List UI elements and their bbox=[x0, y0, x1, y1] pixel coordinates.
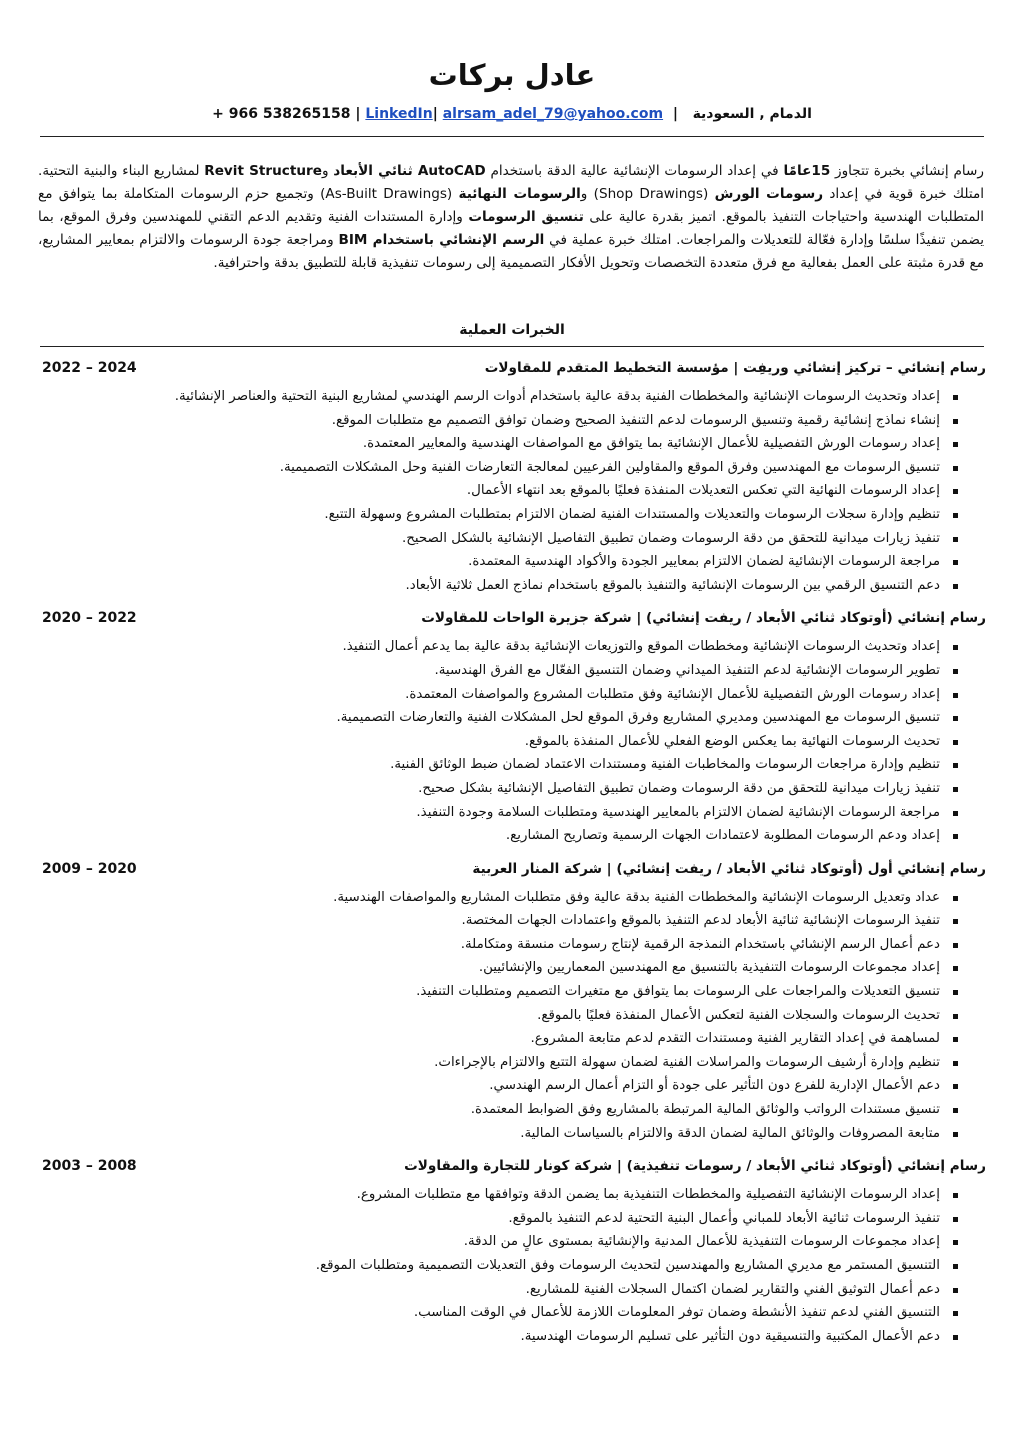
responsibility-item: إعداد وتحديث الرسومات الإنشائية والمخططات الفنية بدقة عالية باستخدام أدوات الرسم الهندسي لمشاريع البنية التحتية والعناصر الإنشائية. bbox=[40, 385, 958, 409]
responsibility-item: تنسيق التعديلات والمراجعات على الرسومات بما يتوافق مع متغيرات التصميم ومتطلبات التنفيذ. bbox=[40, 980, 958, 1004]
responsibility-item: لمساهمة في إعداد التقارير الفنية ومستندات التقدم لدعم متابعة المشروع. bbox=[40, 1027, 958, 1051]
professional-summary bbox=[38, 160, 984, 275]
job-header bbox=[40, 355, 986, 381]
job-title: رسام إنشائي (أوتوكاد ثنائي الأبعاد / ريفت إنشائي) | شركة جزيرة الواحات للمقاولات bbox=[421, 610, 986, 627]
responsibility-item: تنسيق مستندات الرواتب والوثائق المالية المرتبطة بالمشاريع وفق الضوابط المعتمدة. bbox=[40, 1098, 958, 1122]
responsibility-item: تحديث الرسومات النهائية بما يعكس الوضع الفعلي للأعمال المنفذة بالموقع. bbox=[40, 730, 958, 754]
responsibility-item: التنسيق المستمر مع مديري المشاريع والمهندسين لتحديث الرسومات وفق التعديلات التصميمية ومتطلبات الموقع. bbox=[40, 1254, 958, 1278]
summary-text: رسام إنشائي بخبرة تتجاوز bbox=[830, 163, 984, 179]
responsibility-item: تطوير الرسومات الإنشائية لدعم التنفيذ الميداني وضمان التنسيق الفعّال مع الفرق الهندسية. bbox=[40, 659, 958, 683]
responsibility-item: تحديث الرسومات والسجلات الفنية لتعكس الأعمال المنفذة فعليًا بالموقع. bbox=[40, 1004, 958, 1028]
responsibility-item: إعداد رسومات الورش التفصيلية للأعمال الإنشائية وفق متطلبات المشروع والمواصفات المعتمدة. bbox=[40, 683, 958, 707]
summary-text: (As-Built Drawings) وتجميع حزم الرسومات المتكاملة بما يتوافق مع المتطلبات الهندسية واحتياجات التنفيذ بالموقع. اتميز بقدرة عالية على bbox=[38, 186, 984, 225]
responsibility-item: عداد وتعديل الرسومات الإنشائية والمخططات الفنية بدقة عالية وفق متطلبات المشاريع والمواصفات الهندسية. bbox=[40, 886, 958, 910]
responsibility-item: التنسيق الفني لدعم تنفيذ الأنشطة وضمان توفر المعلومات اللازمة للأعمال في الوقت المناسب. bbox=[40, 1301, 958, 1325]
job-dates: 2003 – 2008 bbox=[42, 1158, 137, 1175]
responsibility-item: دعم أعمال الرسم الإنشائي باستخدام النمذجة الرقمية لإنتاج رسومات منسقة ومتكاملة. bbox=[40, 933, 958, 957]
header-divider bbox=[40, 136, 984, 137]
job-header bbox=[40, 856, 986, 882]
responsibility-item: تنفيذ الرسومات ثنائية الأبعاد للمباني وأعمال البنية التحتية لدعم التنفيذ بالموقع. bbox=[40, 1207, 958, 1231]
job-title: رسام إنشائي – تركيز إنشائي وريفِت | مؤسسة التخطيط المتقدم للمقاولات bbox=[484, 360, 986, 376]
responsibility-item: متابعة المصروفات والوثائق المالية لضمان الدقة والالتزام بالسياسات المالية. bbox=[40, 1122, 958, 1146]
job-dates: 2020 – 2022 bbox=[42, 610, 137, 627]
email-link[interactable]: alrsam_adel_79@yahoo.com bbox=[442, 106, 664, 122]
summary-text: وإدارة المستندات الفنية وتقديم الدعم التقني للمهندسين وفرق الموقع، بما يضمن تنفيذًا سلسًا وإدارة فعّالة للتعديلات والمراجعات. امتلك خبرة عملية في bbox=[38, 209, 985, 248]
job-dates: 2009 – 2020 bbox=[42, 860, 137, 877]
responsibility-item: إعداد مجموعات الرسومات التنفيذية بالتنسيق مع المهندسين المعماريين والإنشائيين. bbox=[40, 956, 958, 980]
job-responsibilities bbox=[40, 385, 986, 597]
responsibility-item: دعم أعمال التوثيق الفني والتقارير لضمان اكتمال السجلات الفنية للمشاريع. bbox=[40, 1278, 958, 1302]
responsibility-item: إعداد وتحديث الرسومات الإنشائية ومخططات الموقع والتوزيعات الإنشائية بدقة عالية بما يدعم أعمال التنفيذ. bbox=[40, 635, 958, 659]
job-entry bbox=[40, 355, 986, 597]
responsibility-item: تنظيم وإدارة مراجعات الرسومات والمخاطبات الفنية ومستندات الاعتماد لضمان ضبط الوثائق الفنية. bbox=[40, 753, 958, 777]
summary-highlight: الرسم الإنشائي باستخدام BIM bbox=[338, 232, 545, 248]
summary-text: و bbox=[321, 163, 334, 179]
job-responsibilities bbox=[40, 1183, 986, 1348]
location: الدمام , السعودية bbox=[692, 106, 812, 122]
summary-highlight: تنسيق الرسومات bbox=[468, 209, 584, 225]
summary-text: ومراجعة جودة الرسومات والالتزام بمعايير المشاريع، مع قدرة مثبتة على العمل بفعالية مع فرق متعددة التخصصات وتحويل الأفكار التصميمية إلى رسومات تنفيذية قابلة للتطبيق بدقة واحترافية. bbox=[38, 232, 984, 271]
responsibility-item: دعم الأعمال الإدارية للفرع دون التأثير على جودة أو التزام أعمال الرسم الهندسي. bbox=[40, 1074, 958, 1098]
responsibility-item: تنظيم وإدارة سجلات الرسومات والتعديلات والمستندات الفنية لضمان الالتزام بمتطلبات المشروع وسهولة التتبع. bbox=[40, 503, 958, 527]
job-title: رسام إنشائي (أوتوكاد ثنائي الأبعاد / رسومات تنفيذية) | شركة كونار للتجارة والمقاولات bbox=[404, 1158, 986, 1175]
experience-list bbox=[40, 355, 986, 1356]
responsibility-item: تنفيذ زيارات ميدانية للتحقق من دقة الرسومات وضمان تطبيق التفاصيل الإنشائية بالشكل الصحيح. bbox=[40, 527, 958, 551]
job-dates: 2022 – 2024 bbox=[42, 360, 137, 376]
job-header bbox=[40, 605, 986, 631]
summary-highlight: رسومات الورش bbox=[714, 186, 824, 202]
responsibility-item: إنشاء نماذج إنشائية رقمية وتنسيق الرسومات لدعم التنفيذ الصحيح وضمان توافق التصميم مع متطلبات الموقع. bbox=[40, 409, 958, 433]
responsibility-item: تنظيم وإدارة أرشيف الرسومات والمراسلات الفنية لضمان سهولة التتبع والالتزام بالإجراءات. bbox=[40, 1051, 958, 1075]
contact-line: الدمام , السعودية | LinkedIn| alrsam_adel_79@yahoo.com | + 966 538265158 bbox=[212, 106, 812, 122]
summary-text: (Shop Drawings) و bbox=[580, 186, 715, 202]
experience-heading: الخبرات العملية bbox=[459, 322, 565, 338]
responsibility-item: إعداد رسومات الورش التفصيلية للأعمال الإنشائية بما يتوافق مع المواصفات الهندسية والمعايير المعتمدة. bbox=[40, 432, 958, 456]
job-entry bbox=[40, 1153, 986, 1348]
responsibility-item: مراجعة الرسومات الإنشائية لضمان الالتزام بمعايير الجودة والأكواد الهندسية المعتمدة. bbox=[40, 550, 958, 574]
responsibility-item: إعداد الرسومات الإنشائية التفصيلية والمخططات التنفيذية بما يضمن الدقة وتوافقها مع متطلبات المشروع. bbox=[40, 1183, 958, 1207]
responsibility-item: تنفيذ زيارات ميدانية للتحقق من دقة الرسومات وضمان تطبيق التفاصيل الإنشائية بشكل صحيح. bbox=[40, 777, 958, 801]
phone-number: + 966 538265158 bbox=[212, 106, 351, 122]
summary-text: لمشاريع البناء والبنية التحتية. امتلك خبرة قوية في إعداد bbox=[38, 163, 985, 202]
summary-highlight: 15عامًا bbox=[783, 163, 831, 179]
responsibility-item: مراجعة الرسومات الإنشائية لضمان الالتزام بالمعايير الهندسية ومتطلبات السلامة وجودة التنفيذ. bbox=[40, 801, 958, 825]
job-responsibilities bbox=[40, 635, 986, 847]
responsibility-item: إعداد مجموعات الرسومات التنفيذية للأعمال المدنية والإنشائية بمستوى عالٍ من الدقة. bbox=[40, 1230, 958, 1254]
summary-highlight: AutoCAD ثنائي الأبعاد bbox=[333, 163, 486, 179]
summary-text: في إعداد الرسومات الإنشائية عالية الدقة باستخدام bbox=[485, 163, 784, 179]
job-entry bbox=[40, 605, 986, 847]
job-responsibilities bbox=[40, 886, 986, 1146]
responsibility-item: إعداد الرسومات النهائية التي تعكس التعديلات المنفذة فعليًا بالموقع بعد انتهاء الأعمال. bbox=[40, 479, 958, 503]
linkedin-link[interactable]: LinkedIn bbox=[365, 106, 433, 122]
job-header bbox=[40, 1153, 986, 1179]
responsibility-item: دعم الأعمال المكتبية والتنسيقية دون التأثير على تسليم الرسومات الهندسية. bbox=[40, 1325, 958, 1349]
candidate-name: عادل بركات bbox=[428, 58, 596, 92]
responsibility-item: تنفيذ الرسومات الإنشائية ثنائية الأبعاد لدعم التنفيذ بالموقع واعتمادات الجهات المختصة. bbox=[40, 909, 958, 933]
summary-highlight: الرسومات النهائية bbox=[458, 186, 581, 202]
responsibility-item: دعم التنسيق الرقمي بين الرسومات الإنشائية والتنفيذ بالموقع باستخدام نماذج العمل ثلاثية الأبعاد. bbox=[40, 574, 958, 598]
responsibility-item: إعداد ودعم الرسومات المطلوبة لاعتمادات الجهات الرسمية وتصاريح المشاريع. bbox=[40, 824, 958, 848]
job-title: رسام إنشائي أول (أوتوكاد ثنائي الأبعاد / ريفت إنشائي) | شركة المنار العربية bbox=[472, 860, 986, 877]
summary-highlight: Revit Structure bbox=[204, 163, 322, 179]
responsibility-item: تنسيق الرسومات مع المهندسين ومديري المشاريع وفرق الموقع لحل المشكلات الفنية والتعارضات التصميمية. bbox=[40, 706, 958, 730]
job-entry bbox=[40, 856, 986, 1146]
experience-divider bbox=[40, 346, 984, 347]
responsibility-item: تنسيق الرسومات مع المهندسين وفرق الموقع والمقاولين الفرعيين لمعالجة التعارضات الفنية وحل المشكلات التصميمية. bbox=[40, 456, 958, 480]
